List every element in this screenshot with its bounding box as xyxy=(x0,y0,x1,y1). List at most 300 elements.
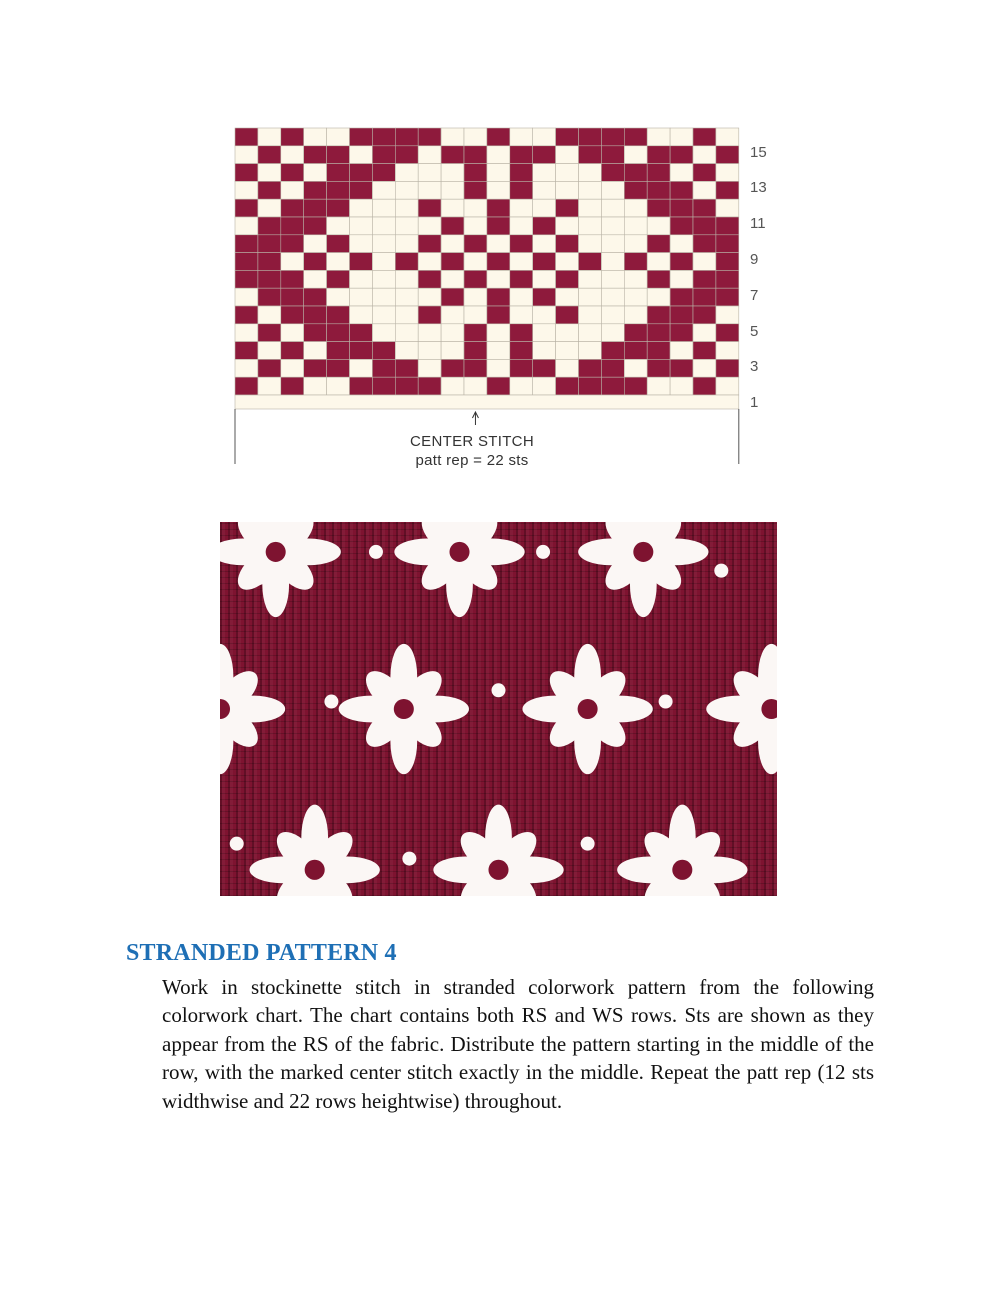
chart-cell xyxy=(601,306,624,324)
chart-cell xyxy=(693,181,716,199)
chart-cell xyxy=(372,253,395,271)
small-dot-motif xyxy=(402,852,416,866)
chart-cell xyxy=(670,324,693,342)
chart-cell xyxy=(579,146,602,164)
chart-cell xyxy=(304,324,327,342)
chart-cell xyxy=(716,146,739,164)
chart-cell xyxy=(556,128,579,146)
chart-cell xyxy=(670,253,693,271)
chart-cell xyxy=(670,146,693,164)
chart-cell xyxy=(235,342,258,360)
chart-grid xyxy=(232,126,742,471)
chart-cell xyxy=(235,128,258,146)
chart-cell xyxy=(281,342,304,360)
small-dot-motif xyxy=(230,837,244,851)
chart-cell xyxy=(601,128,624,146)
chart-cell xyxy=(235,306,258,324)
chart-cell xyxy=(235,217,258,235)
chart-cell xyxy=(395,324,418,342)
chart-cell xyxy=(350,288,373,306)
colorwork-chart xyxy=(232,126,792,471)
chart-cell xyxy=(670,342,693,360)
small-dot-motif xyxy=(369,545,383,559)
chart-cell xyxy=(441,181,464,199)
chart-cell xyxy=(304,359,327,377)
chart-cell xyxy=(487,306,510,324)
row-label-5: 5 xyxy=(750,323,759,340)
chart-cell xyxy=(327,217,350,235)
snowflake-motif xyxy=(706,644,777,774)
chart-cell xyxy=(327,324,350,342)
chart-cell xyxy=(464,235,487,253)
chart-cell xyxy=(304,235,327,253)
chart-cell xyxy=(487,324,510,342)
chart-cell xyxy=(601,199,624,217)
chart-cell xyxy=(487,270,510,288)
chart-cell xyxy=(441,324,464,342)
chart-cell xyxy=(464,253,487,271)
chart-cell xyxy=(350,270,373,288)
chart-cell xyxy=(487,253,510,271)
chart-cell xyxy=(533,128,556,146)
chart-cell xyxy=(327,270,350,288)
chart-cell xyxy=(510,324,533,342)
chart-cell xyxy=(395,235,418,253)
chart-cell xyxy=(579,377,602,395)
chart-cell xyxy=(258,324,281,342)
chart-cell xyxy=(647,164,670,182)
chart-cell xyxy=(258,359,281,377)
chart-cell xyxy=(372,181,395,199)
chart-cell xyxy=(670,164,693,182)
chart-cell xyxy=(441,253,464,271)
chart-cell xyxy=(258,253,281,271)
chart-cell xyxy=(372,199,395,217)
chart-cell xyxy=(624,270,647,288)
chart-cell xyxy=(624,377,647,395)
chart-cell xyxy=(327,377,350,395)
chart-cell xyxy=(327,146,350,164)
chart-cell xyxy=(418,324,441,342)
chart-cell xyxy=(670,270,693,288)
chart-cell xyxy=(693,199,716,217)
chart-cell xyxy=(647,181,670,199)
chart-cell xyxy=(281,306,304,324)
chart-cell xyxy=(624,288,647,306)
chart-cell xyxy=(235,199,258,217)
chart-cell xyxy=(716,128,739,146)
chart-cell xyxy=(304,270,327,288)
chart-cell xyxy=(693,217,716,235)
chart-cell xyxy=(464,288,487,306)
snowflake-motif xyxy=(220,522,341,617)
chart-cell xyxy=(281,128,304,146)
chart-cell xyxy=(418,199,441,217)
chart-cell xyxy=(556,324,579,342)
chart-cell xyxy=(464,199,487,217)
chart-cell xyxy=(487,377,510,395)
chart-cell xyxy=(441,164,464,182)
small-dot-motif xyxy=(714,564,728,578)
chart-cell xyxy=(601,377,624,395)
chart-cell xyxy=(693,270,716,288)
chart-cell xyxy=(624,146,647,164)
row-label-9: 9 xyxy=(750,251,759,268)
chart-cell xyxy=(556,253,579,271)
chart-cell xyxy=(418,253,441,271)
section-heading: STRANDED PATTERN 4 xyxy=(126,940,397,966)
chart-cell xyxy=(464,270,487,288)
chart-cell xyxy=(258,377,281,395)
chart-cell xyxy=(647,288,670,306)
chart-cell xyxy=(601,253,624,271)
chart-cell xyxy=(281,199,304,217)
chart-cell xyxy=(258,235,281,253)
chart-cell xyxy=(579,359,602,377)
chart-cell xyxy=(281,146,304,164)
chart-cell xyxy=(372,146,395,164)
chart-cell xyxy=(556,199,579,217)
chart-cell xyxy=(258,164,281,182)
chart-cell xyxy=(487,181,510,199)
chart-cell xyxy=(647,146,670,164)
chart-cell xyxy=(670,181,693,199)
chart-cell xyxy=(556,306,579,324)
chart-cell xyxy=(464,324,487,342)
swatch-motifs xyxy=(220,522,777,896)
chart-cell xyxy=(487,128,510,146)
chart-cell xyxy=(624,199,647,217)
chart-cell xyxy=(693,324,716,342)
chart-cell xyxy=(281,181,304,199)
chart-cell xyxy=(350,128,373,146)
snowflake-motif xyxy=(617,805,747,896)
chart-cell xyxy=(533,146,556,164)
chart-cell xyxy=(350,342,373,360)
chart-cell xyxy=(372,359,395,377)
chart-cell xyxy=(510,164,533,182)
chart-cell xyxy=(693,253,716,271)
chart-cell xyxy=(510,253,533,271)
snowflake-motif xyxy=(433,805,563,896)
chart-cell xyxy=(372,128,395,146)
chart-cell xyxy=(579,288,602,306)
chart-cell xyxy=(487,146,510,164)
chart-cell xyxy=(556,359,579,377)
chart-cell xyxy=(487,199,510,217)
chart-cell xyxy=(693,235,716,253)
chart-cell xyxy=(579,342,602,360)
chart-cell xyxy=(510,217,533,235)
chart-cell xyxy=(670,128,693,146)
chart-cell xyxy=(395,199,418,217)
chart-cell xyxy=(372,324,395,342)
chart-cell xyxy=(693,146,716,164)
chart-cell xyxy=(304,128,327,146)
small-dot-motif xyxy=(492,683,506,697)
chart-cell xyxy=(327,306,350,324)
chart-cell xyxy=(258,288,281,306)
chart-cell xyxy=(510,342,533,360)
chart-cell xyxy=(647,270,670,288)
small-dot-motif xyxy=(536,545,550,559)
chart-cell xyxy=(350,306,373,324)
chart-cell xyxy=(716,306,739,324)
chart-cell xyxy=(327,181,350,199)
chart-cell xyxy=(304,306,327,324)
chart-cell xyxy=(647,235,670,253)
chart-cell xyxy=(350,235,373,253)
chart-cell xyxy=(281,235,304,253)
chart-cell xyxy=(601,235,624,253)
chart-cell xyxy=(716,164,739,182)
chart-cell xyxy=(510,128,533,146)
chart-cell xyxy=(487,288,510,306)
chart-cell xyxy=(327,359,350,377)
chart-cell xyxy=(579,270,602,288)
chart-cell xyxy=(533,306,556,324)
chart-cell xyxy=(510,306,533,324)
chart-cell xyxy=(258,217,281,235)
chart-cell xyxy=(716,270,739,288)
chart-cell xyxy=(716,377,739,395)
chart-cell xyxy=(235,288,258,306)
chart-cell xyxy=(601,270,624,288)
chart-cell xyxy=(395,181,418,199)
row-label-7: 7 xyxy=(750,287,759,304)
chart-cell xyxy=(510,359,533,377)
chart-cell xyxy=(441,235,464,253)
chart-cell xyxy=(533,253,556,271)
snowflake-motif xyxy=(339,644,469,774)
chart-cell xyxy=(441,146,464,164)
chart-cell xyxy=(670,217,693,235)
chart-cell xyxy=(693,306,716,324)
chart-cell xyxy=(647,306,670,324)
row-label-15: 15 xyxy=(750,144,767,161)
chart-cell xyxy=(304,181,327,199)
chart-cell xyxy=(304,342,327,360)
chart-cell xyxy=(647,128,670,146)
chart-cell xyxy=(281,359,304,377)
chart-cell xyxy=(395,164,418,182)
chart-cell xyxy=(670,306,693,324)
chart-cell xyxy=(647,359,670,377)
chart-cell xyxy=(441,342,464,360)
snowflake-motif xyxy=(522,644,652,774)
chart-cell xyxy=(281,377,304,395)
chart-cell xyxy=(281,270,304,288)
small-dot-motif xyxy=(324,695,338,709)
chart-cell xyxy=(327,288,350,306)
chart-cell xyxy=(281,288,304,306)
chart-cell xyxy=(624,181,647,199)
chart-base-row xyxy=(235,395,739,409)
chart-cell xyxy=(647,199,670,217)
chart-cell xyxy=(395,377,418,395)
chart-cell xyxy=(510,181,533,199)
chart-cell xyxy=(579,199,602,217)
chart-cell xyxy=(624,128,647,146)
chart-cell xyxy=(624,306,647,324)
chart-cell xyxy=(579,306,602,324)
chart-cell xyxy=(601,164,624,182)
chart-cell xyxy=(647,217,670,235)
chart-cell xyxy=(601,288,624,306)
chart-cell xyxy=(258,270,281,288)
row-label-13: 13 xyxy=(750,179,767,196)
small-dot-motif xyxy=(659,695,673,709)
chart-cell xyxy=(533,270,556,288)
chart-cell xyxy=(395,342,418,360)
chart-cell xyxy=(716,288,739,306)
chart-cell xyxy=(418,181,441,199)
chart-cell xyxy=(510,288,533,306)
chart-cell xyxy=(556,288,579,306)
chart-cell xyxy=(372,342,395,360)
chart-cell xyxy=(235,235,258,253)
chart-cell xyxy=(693,359,716,377)
chart-cell xyxy=(304,288,327,306)
chart-cell xyxy=(624,324,647,342)
chart-cell xyxy=(418,306,441,324)
chart-cell xyxy=(304,199,327,217)
chart-cell xyxy=(670,377,693,395)
chart-cell xyxy=(716,181,739,199)
chart-cell xyxy=(441,199,464,217)
chart-cell xyxy=(556,270,579,288)
chart-cell xyxy=(327,128,350,146)
chart-cell xyxy=(716,199,739,217)
chart-cell xyxy=(533,181,556,199)
chart-cell xyxy=(464,164,487,182)
chart-cell xyxy=(579,235,602,253)
chart-cell xyxy=(418,164,441,182)
chart-cell xyxy=(601,324,624,342)
chart-cell xyxy=(556,164,579,182)
chart-cell xyxy=(350,164,373,182)
chart-cell xyxy=(556,146,579,164)
chart-cell xyxy=(556,342,579,360)
chart-cell xyxy=(418,359,441,377)
chart-cell xyxy=(647,324,670,342)
chart-cell xyxy=(258,306,281,324)
chart-cell xyxy=(624,342,647,360)
row-label-11: 11 xyxy=(750,215,766,232)
chart-cell xyxy=(350,217,373,235)
chart-cell xyxy=(235,146,258,164)
chart-cell xyxy=(670,288,693,306)
chart-cell xyxy=(395,253,418,271)
chart-cell xyxy=(556,377,579,395)
chart-cell xyxy=(350,377,373,395)
chart-cell xyxy=(510,377,533,395)
chart-cell xyxy=(418,217,441,235)
chart-cell xyxy=(418,235,441,253)
chart-cell xyxy=(533,199,556,217)
chart-cell xyxy=(601,146,624,164)
chart-cell xyxy=(487,235,510,253)
chart-cell xyxy=(487,164,510,182)
chart-cell xyxy=(235,377,258,395)
chart-cell xyxy=(258,128,281,146)
chart-cell xyxy=(304,164,327,182)
chart-cell xyxy=(464,306,487,324)
snowflake-motif xyxy=(250,805,380,896)
chart-cell xyxy=(350,199,373,217)
chart-cell xyxy=(235,270,258,288)
chart-cell xyxy=(533,377,556,395)
chart-cell xyxy=(395,128,418,146)
row-label-3: 3 xyxy=(750,358,759,375)
knitted-swatch-photo xyxy=(220,522,777,896)
chart-cell xyxy=(441,288,464,306)
chart-cell xyxy=(395,288,418,306)
chart-cell xyxy=(350,359,373,377)
chart-cell xyxy=(670,359,693,377)
chart-cell xyxy=(693,288,716,306)
chart-cell xyxy=(601,359,624,377)
chart-cell xyxy=(418,128,441,146)
chart-cell xyxy=(579,164,602,182)
chart-cell xyxy=(418,146,441,164)
chart-cell xyxy=(579,181,602,199)
chart-cell xyxy=(395,270,418,288)
chart-cell xyxy=(601,342,624,360)
chart-cell xyxy=(556,217,579,235)
chart-cell xyxy=(716,217,739,235)
chart-cell xyxy=(441,270,464,288)
chart-cell xyxy=(716,359,739,377)
chart-cell xyxy=(716,324,739,342)
snowflake-motif xyxy=(394,522,524,617)
chart-cell xyxy=(258,342,281,360)
chart-cell xyxy=(624,235,647,253)
row-label-1: 1 xyxy=(750,394,759,411)
chart-cell xyxy=(464,181,487,199)
chart-cell xyxy=(533,324,556,342)
chart-cell xyxy=(372,306,395,324)
chart-cell xyxy=(258,146,281,164)
chart-cell xyxy=(350,146,373,164)
chart-cell xyxy=(487,217,510,235)
chart-cell xyxy=(350,181,373,199)
chart-cell xyxy=(579,128,602,146)
pattern-repeat-label: patt rep = 22 sts xyxy=(415,452,529,469)
chart-cell xyxy=(510,235,533,253)
chart-cell xyxy=(235,181,258,199)
chart-cell xyxy=(418,377,441,395)
chart-cell xyxy=(372,217,395,235)
chart-cell xyxy=(395,146,418,164)
chart-cell xyxy=(510,199,533,217)
chart-cell xyxy=(235,164,258,182)
chart-cell xyxy=(624,217,647,235)
chart-cell xyxy=(716,253,739,271)
chart-cell xyxy=(441,128,464,146)
chart-cell xyxy=(716,235,739,253)
chart-cell xyxy=(464,128,487,146)
chart-cell xyxy=(327,164,350,182)
chart-cell xyxy=(533,164,556,182)
chart-cell xyxy=(670,199,693,217)
chart-cell xyxy=(235,253,258,271)
chart-cell xyxy=(304,377,327,395)
chart-cell xyxy=(281,164,304,182)
chart-cell xyxy=(556,235,579,253)
chart-cell xyxy=(281,253,304,271)
chart-cell xyxy=(647,377,670,395)
